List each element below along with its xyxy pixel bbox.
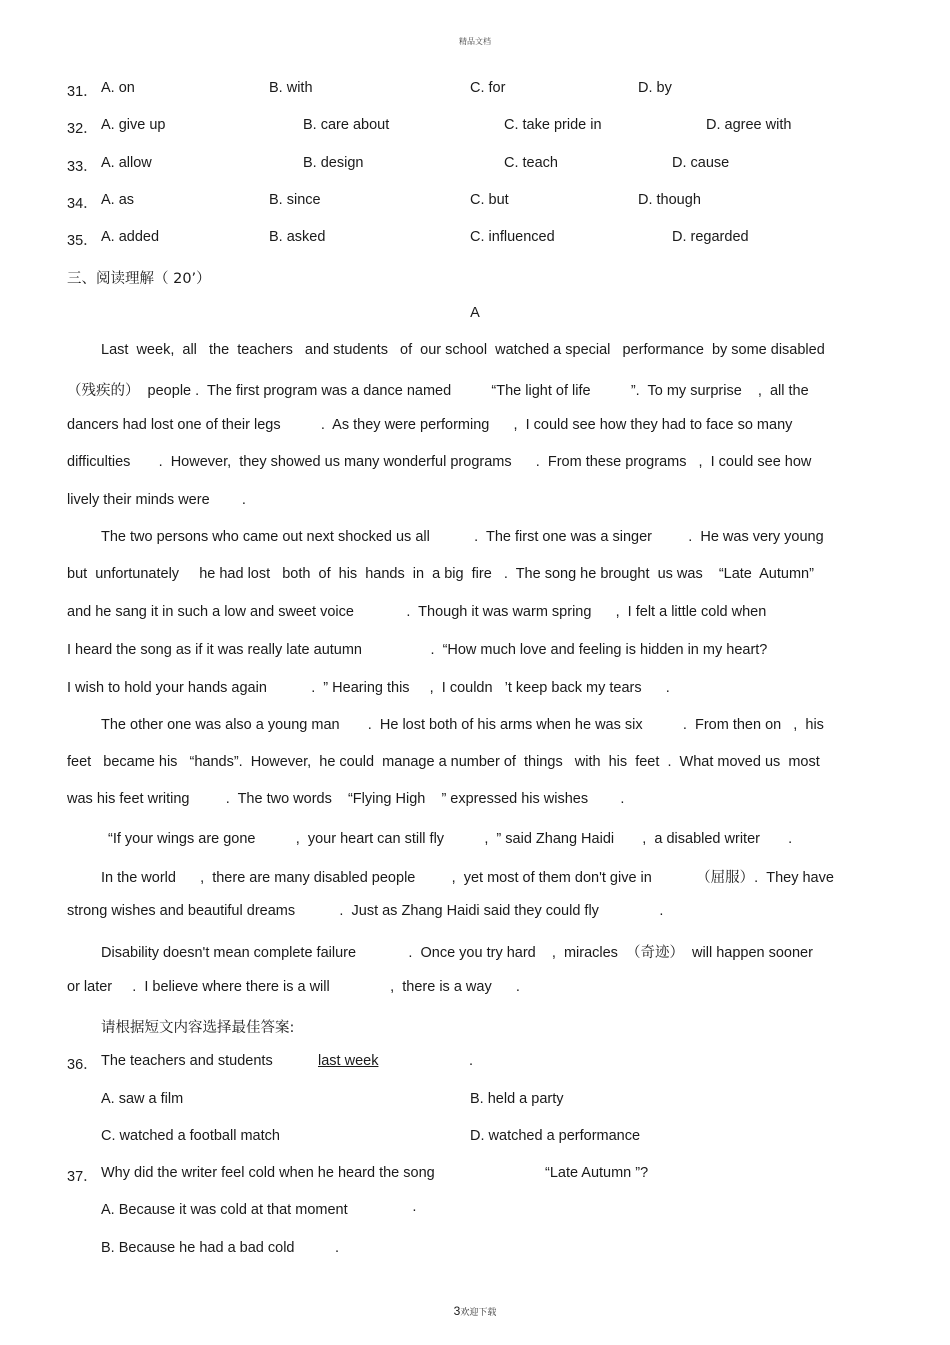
instruction: 请根据短文内容选择最佳答案: bbox=[101, 1020, 295, 1036]
option-a: A. allow bbox=[101, 155, 152, 171]
underlined-blank: last week bbox=[318, 1053, 379, 1069]
passage-line: Disability doesn't mean complete failure . Once you try hard , miracles （奇迹） will happen sooner bbox=[101, 945, 813, 961]
option-a-tail: · bbox=[412, 1202, 417, 1218]
option-b: B. design bbox=[303, 155, 364, 171]
option-d: D. agree with bbox=[706, 117, 792, 133]
passage-line: feet became his “hands”. However, he could manage a number of things with his feet . What moved us most bbox=[67, 754, 820, 770]
passage-line: difficulties . However, they showed us many wonderful programs . From these programs , I could see how bbox=[67, 454, 812, 470]
passage-line: and he sang it in such a low and sweet voice . Though it was warm spring , I felt a little cold when bbox=[67, 604, 767, 620]
question-number: 37． bbox=[67, 1169, 98, 1185]
option-c: C. for bbox=[470, 80, 506, 96]
option-d: D. though bbox=[638, 192, 701, 208]
option-b: B. Because he had a bad cold bbox=[101, 1240, 295, 1256]
passage-line: I wish to hold your hands again . ” Hearing this , I couldn ’t keep back my tears . bbox=[67, 680, 670, 696]
option-a: A. as bbox=[101, 192, 135, 208]
question-number: 34． bbox=[67, 196, 98, 212]
page-footer bbox=[0, 1303, 950, 1319]
question-number: 35． bbox=[67, 233, 98, 249]
option-d: D. watched a performance bbox=[470, 1128, 641, 1144]
option-a: A. saw a film bbox=[101, 1091, 184, 1107]
question-number: 32． bbox=[67, 121, 98, 137]
passage-line: or later . I believe where there is a will , there is a way . bbox=[67, 979, 520, 995]
question-number: 31． bbox=[67, 84, 98, 100]
option-c: C. influenced bbox=[470, 229, 555, 245]
passage-line: In the world , there are many disabled people , yet most of them don't give in （屈服）. They have bbox=[101, 870, 834, 886]
option-c: C. watched a football match bbox=[101, 1128, 280, 1144]
page-number: 3 bbox=[453, 1304, 461, 1318]
passage-line: was his feet writing . The two words “Flying High ” expressed his wishes . bbox=[67, 791, 625, 807]
passage-label: A bbox=[470, 305, 480, 321]
option-c: C. but bbox=[470, 192, 509, 208]
question-number: 33． bbox=[67, 159, 98, 175]
passage-line: The two persons who came out next shocked us all . The first one was a singer . He was very young bbox=[101, 529, 824, 545]
passage-line: The other one was also a young man . He lost both of his arms when he was six . From then on , his bbox=[101, 717, 824, 733]
passage-line: dancers had lost one of their legs . As they were performing , I could see how they had to face so many bbox=[67, 417, 793, 433]
option-a: A. on bbox=[101, 80, 135, 96]
option-d: D. cause bbox=[672, 155, 730, 171]
passage-line: （残疾的） people . The first program was a dance named “The light of life ”. To my surprise , all the bbox=[67, 383, 809, 399]
option-b: B. care about bbox=[303, 117, 390, 133]
option-d: D. by bbox=[638, 80, 672, 96]
question-tail: . bbox=[469, 1053, 474, 1069]
passage-line: strong wishes and beautiful dreams . Just as Zhang Haidi said they could fly . bbox=[67, 903, 664, 919]
passage-line: but unfortunately he had lost both of his hands in a big fire . The song he brought us was “Late Autumn” bbox=[67, 566, 814, 582]
option-a: A. added bbox=[101, 229, 160, 245]
question-number: 36． bbox=[67, 1057, 98, 1073]
option-b: B. with bbox=[269, 80, 313, 96]
option-b: B. since bbox=[269, 192, 321, 208]
passage-line: Last week, all the teachers and students of our school watched a special performance by some disabled bbox=[101, 342, 825, 358]
question-stem: Why did the writer feel cold when he heard the song bbox=[101, 1165, 435, 1181]
option-b: B. asked bbox=[269, 229, 326, 245]
option-c: C. take pride in bbox=[504, 117, 602, 133]
option-b-tail: . bbox=[335, 1240, 340, 1256]
option-a: A. Because it was cold at that moment bbox=[101, 1202, 348, 1218]
option-b: B. held a party bbox=[470, 1091, 564, 1107]
option-c: C. teach bbox=[504, 155, 558, 171]
passage-line: “If your wings are gone , your heart can still fly , ” said Zhang Haidi , a disabled writer . bbox=[108, 831, 793, 847]
option-a: A. give up bbox=[101, 117, 166, 133]
passage-line: I heard the song as if it was really late autumn . “How much love and feeling is hidden in my heart? bbox=[67, 642, 768, 658]
passage-line: lively their minds were . bbox=[67, 492, 246, 508]
footer-text: 欢迎下载 bbox=[460, 1307, 497, 1317]
question-stem: The teachers and students bbox=[101, 1053, 273, 1069]
option-d: D. regarded bbox=[672, 229, 749, 245]
song-title-quote: “Late Autumn ”? bbox=[545, 1165, 649, 1181]
section-title: 三、阅读理解（ 20’） bbox=[67, 271, 211, 287]
page-header: 精品文档 bbox=[459, 37, 491, 46]
